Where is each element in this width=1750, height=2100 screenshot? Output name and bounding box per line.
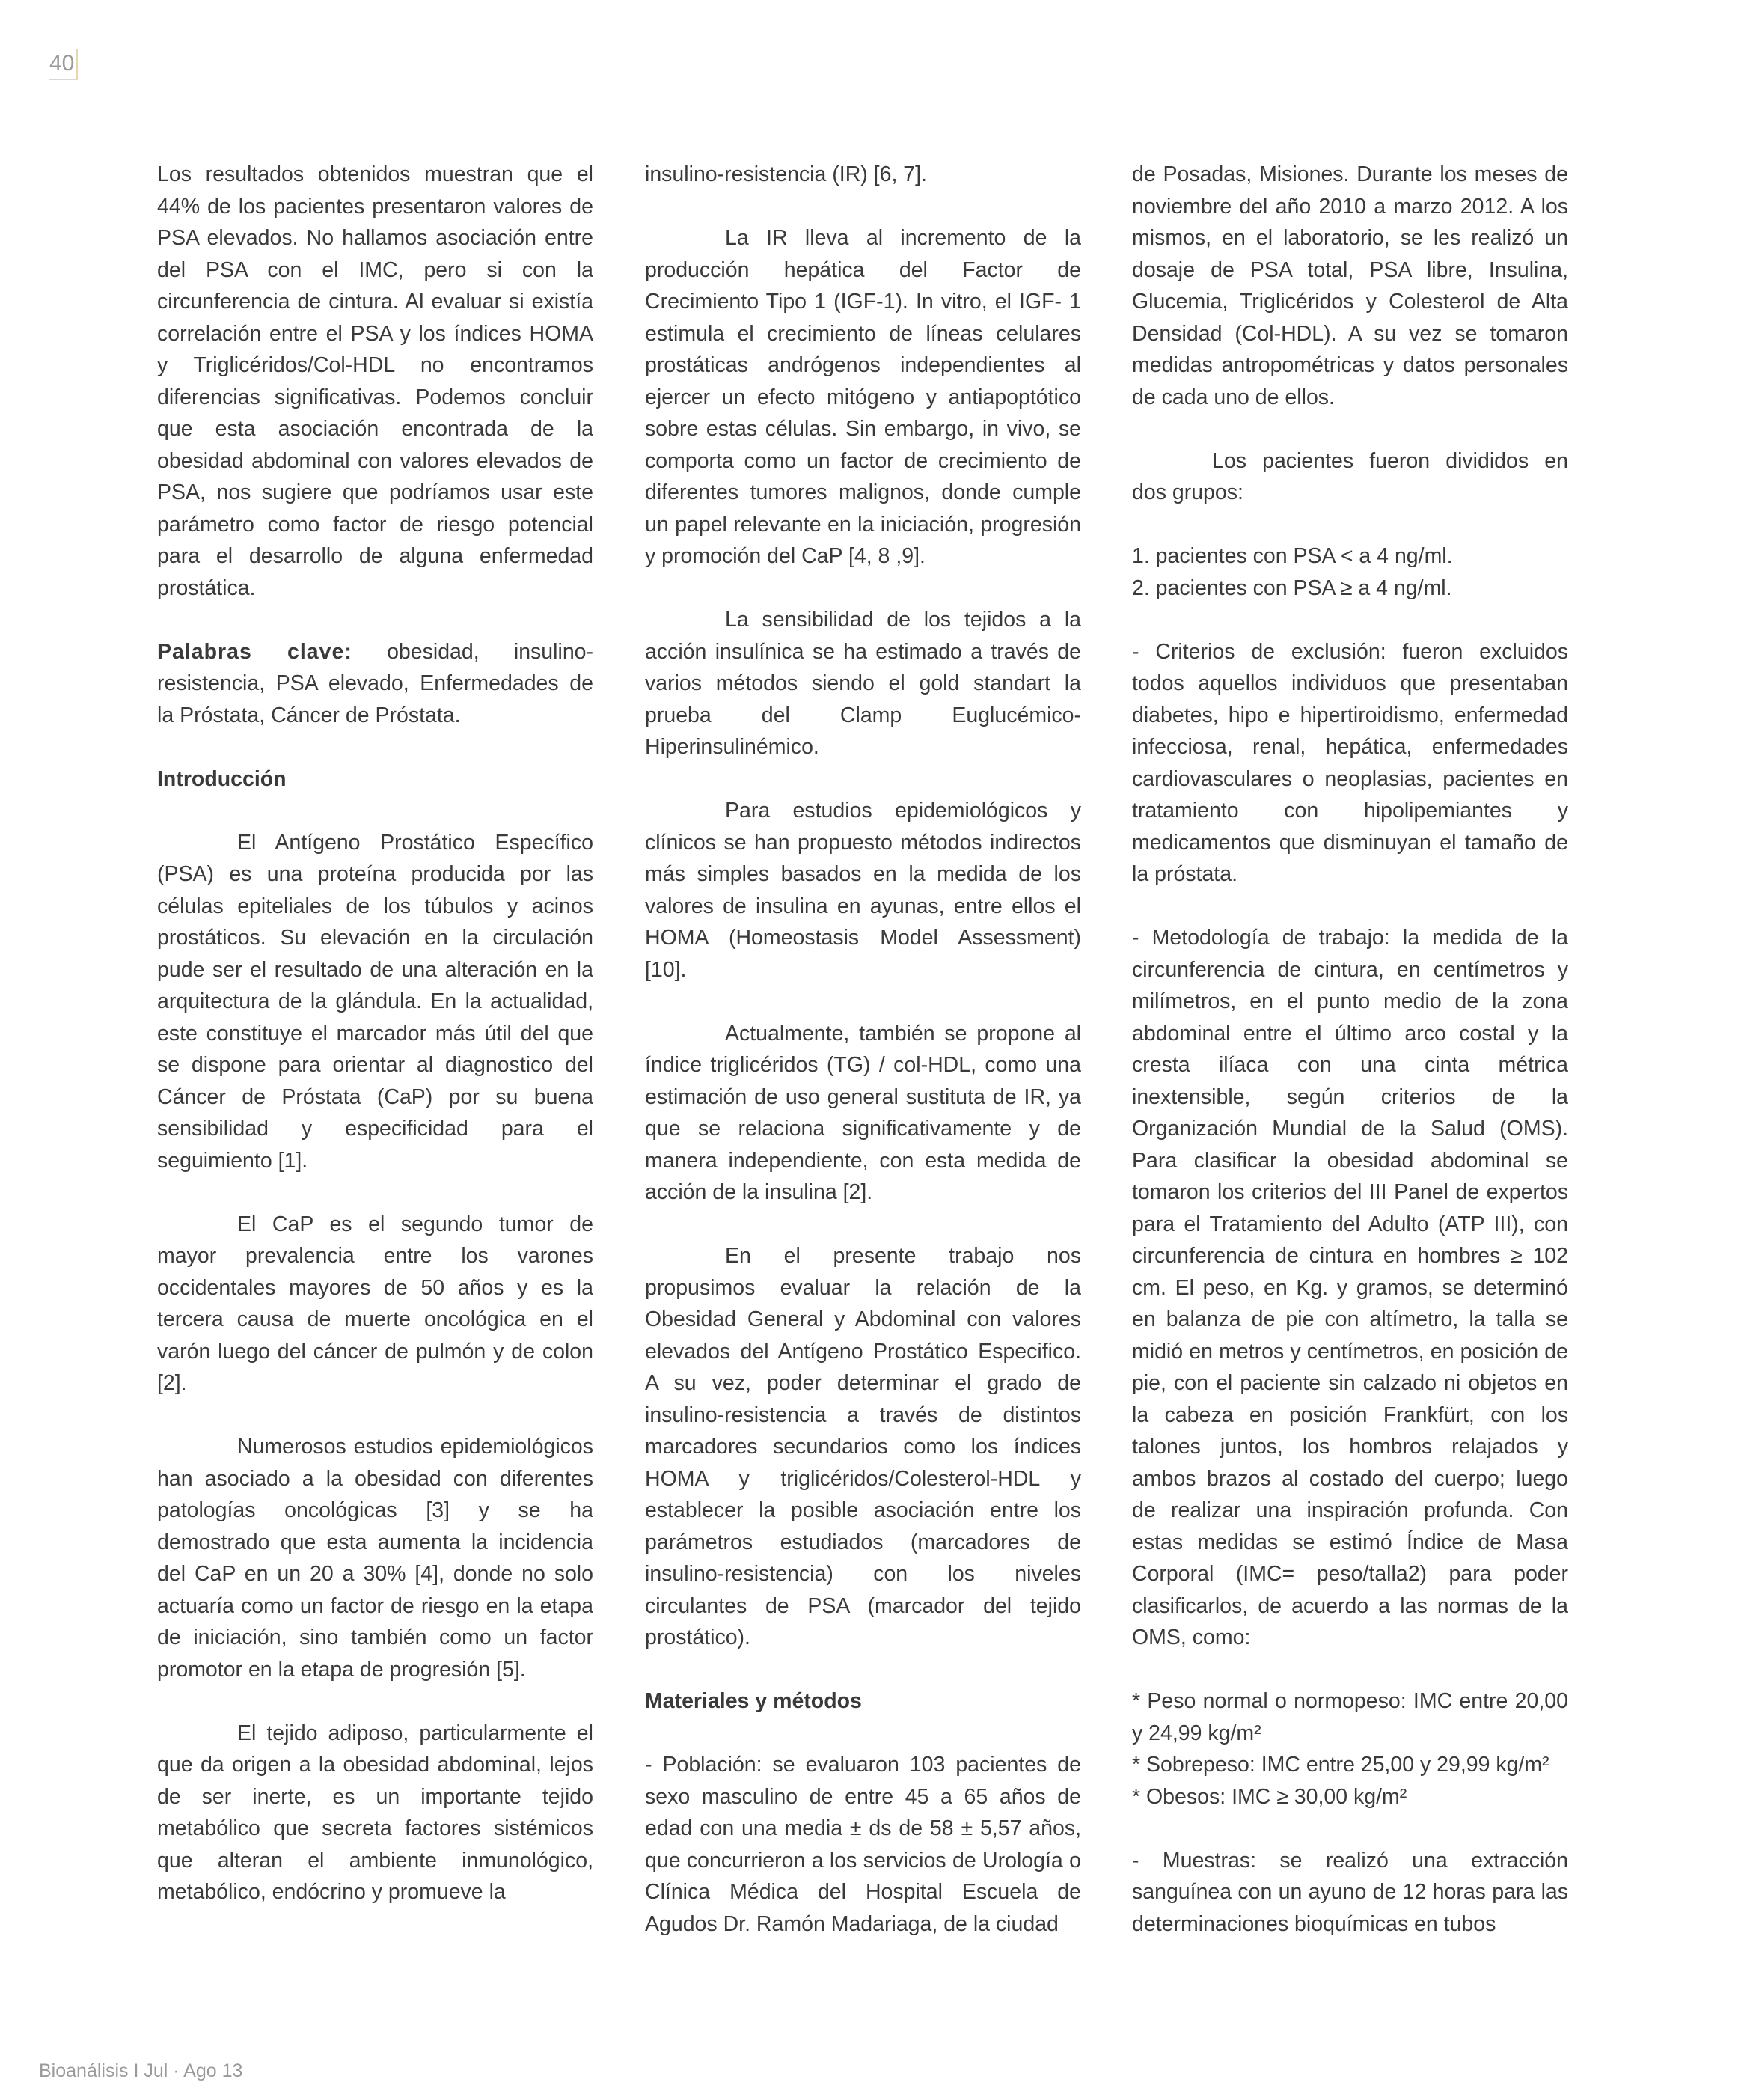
keywords-label: Palabras clave: — [157, 639, 352, 664]
abstract-paragraph: Los resultados obtenidos muestran que el 44% de los pacientes presentaron valores de PSA elevados. No hallamos asociación entre del PSA con el IMC, pero si con la circunferencia de cintura. Al evaluar si existía correlación entre el PSA y los índices HOMA y Triglicéridos/Col-HDL no encontramos diferencias significativas. Podemos concluir que esta asociación encontrada de la obesidad abdominal con valores elevados de PSA, nos sugiere que podríamos usar este parámetro como factor de riesgo potencial para el desarrollo de alguna enfermedad prostática. — [157, 162, 593, 600]
list-item: * Obesos: IMC ≥ 30,00 kg/m² — [1132, 1784, 1407, 1809]
body-paragraph: - Criterios de exclusión: fueron excluidos todos aquellos individuos que presentaban diabetes, hipo e hipertiroidismo, enfermedad infecciosa, renal, hepática, enfermedades cardiovasculares o neoplasias, pacientes en tratamiento con hipolipemiantes y medicamentos que disminuyan el tamaño de la próstata. — [1132, 639, 1568, 886]
body-paragraph: El Antígeno Prostático Específico (PSA) es una proteína producida por las células epiteliales de los túbulos y acinos prostáticos. Su elevación en la circulación pude ser el resultado de una alteración en la arquitectura de la glándula. En la actualidad, este constituye el marcador más útil del que se dispone para orientar al diagnostico del Cáncer de Próstata (CaP) por su buena sensibilidad y especificidad para el seguimiento [1]. — [157, 830, 593, 1173]
body-paragraph: de Posadas, Misiones. Durante los meses de noviembre del año 2010 a marzo 2012. A los mismos, en el laboratorio, se les realizó un dosaje de PSA total, PSA libre, Insulina, Glucemia, Triglicéridos y Colesterol de Alta Densidad (Col-HDL). A su vez se tomaron medidas antropométricas y datos personales de cada uno de ellos. — [1132, 162, 1568, 409]
body-paragraph: Para estudios epidemiológicos y clínicos se han propuesto métodos indirectos más simples basados en la medida de los valores de insulina en ayunas, entre ellos el HOMA (Homeostasis Model Assessment) [10]. — [645, 799, 1081, 982]
body-paragraph: insulino-resistencia (IR) [6, 7]. — [645, 162, 927, 186]
body-paragraph: - Muestras: se realizó una extracción sanguínea con un ayuno de 12 horas para las determinaciones bioquímicas en tubos — [1132, 1848, 1568, 1936]
section-heading-introduccion: Introducción — [157, 766, 287, 791]
column-1 — [157, 159, 593, 1908]
list-item: 2. pacientes con PSA ≥ a 4 ng/ml. — [1132, 576, 1452, 600]
body-paragraph: Los pacientes fueron divididos en dos grupos: — [1132, 448, 1568, 504]
body-paragraph: El tejido adiposo, particularmente el que da origen a la obesidad abdominal, lejos de ser inerte, es un importante tejido metabólico que secreta factores sistémicos que alteran el ambiente inmunológico, metabólico, endócrino y promueve la — [157, 1721, 593, 1904]
body-paragraph: - Metodología de trabajo: la medida de la circunferencia de cintura, en centímetros y milímetros, en el punto medio de la zona abdominal entre el último arco costal y la cresta ilíaca con una cinta métrica inextensible, según criterios de la Organización Mundial de la Salud (OMS). Para clasificar la obesidad abdominal se tomaron los criterios del III Panel de expertos para el Tratamiento del Adulto (ATP III), con circunferencia de cintura en hombres ≥ 102 cm. El peso, en Kg. y gramos, se determinó en balanza de pie con altímetro, la talla se midió en metros y centímetros, en posición de pie, con el paciente sin calzado ni objetos en la cabeza en posición Frankfürt, con los talones juntos, los hombros relajados y ambos brazos al costado del cuerpo; luego de realizar una inspiración profunda. Con estas medidas se estimó Índice de Masa Corporal (IMC= peso/talla2) para poder clasificarlos, de acuerdo a las normas de la OMS, como: — [1132, 926, 1568, 1649]
list-item: * Peso normal o normopeso: IMC entre 20,00 y 24,99 kg/m² — [1132, 1689, 1568, 1745]
keywords-text: obesidad, insulino-resistencia, PSA elevado, Enfermedades de la Próstata, Cáncer de Próstata. — [157, 639, 594, 727]
footer: Bioanálisis I Jul · Ago 13 — [39, 2060, 243, 2081]
body-paragraph: - Población: se evaluaron 103 pacientes de sexo masculino de entre 45 a 65 años de edad con una media ± ds de 58 ± 5,57 años, que concurrieron a los servicios de Urología o Clínica Médica del Hospital Escuela de Agudos Dr. Ramón Madariaga, de la ciudad — [645, 1753, 1081, 1936]
body-paragraph: La IR lleva al incremento de la producción hepática del Factor de Crecimiento Tipo 1 (IGF-1). In vitro, el IGF- 1 estimula el crecimiento de líneas celulares prostáticas andrógenos independientes al ejercer un efecto mitógeno y antiapoptótico sobre estas células. Sin embargo, in vivo, se comporta como un factor de crecimiento de diferentes tumores malignos, donde cumple un papel relevante en la iniciación, progresión y promoción del CaP [4, 8 ,9]. — [645, 226, 1081, 568]
body-paragraph: La sensibilidad de los tejidos a la acción insulínica se ha estimado a través de varios métodos siendo el gold standart la prueba del Clamp Euglucémico-Hiperinsulinémico. — [645, 608, 1081, 759]
list-item: 1. pacientes con PSA < a 4 ng/ml. — [1132, 544, 1453, 568]
column-2 — [645, 159, 1081, 1940]
keywords — [157, 636, 593, 732]
page-number: 40 — [49, 49, 78, 80]
column-3 — [1132, 159, 1568, 1940]
section-heading-materiales-y-metodos: Materiales y métodos — [645, 1689, 862, 1713]
list-item: * Sobrepeso: IMC entre 25,00 y 29,99 kg/m² — [1132, 1753, 1549, 1777]
body-paragraph: Actualmente, también se propone al índice triglicéridos (TG) / col-HDL, como una estimación de uso general sustituta de IR, ya que se relaciona significativamente y de manera independiente, con esta medida de acción de la insulina [2]. — [645, 1021, 1081, 1204]
body-paragraph: Numerosos estudios epidemiológicos han asociado a la obesidad con diferentes patologías oncológicas [3] y se ha demostrado que esta aumenta la incidencia del CaP en un 20 a 30% [4], donde no solo actuaría como un factor de riesgo en la etapa de iniciación, sino también como un factor promotor en la etapa de progresión [5]. — [157, 1435, 593, 1682]
body-paragraph: En el presente trabajo nos propusimos evaluar la relación de la Obesidad General y Abdominal con valores elevados del Antígeno Prostático Especifico. A su vez, poder determinar el grado de insulino-resistencia a través de distintos marcadores secundarios como los índices HOMA y triglicéridos/Colesterol-HDL y establecer la posible asociación entre los parámetros estudiados (marcadores de insulino-resistencia) con los niveles circulantes de PSA (marcador del tejido prostático). — [645, 1244, 1081, 1649]
body-paragraph: El CaP es el segundo tumor de mayor prevalencia entre los varones occidentales mayores de 50 años y es la tercera causa de muerte oncológica en el varón luego del cáncer de pulmón y de colon [2]. — [157, 1212, 593, 1395]
